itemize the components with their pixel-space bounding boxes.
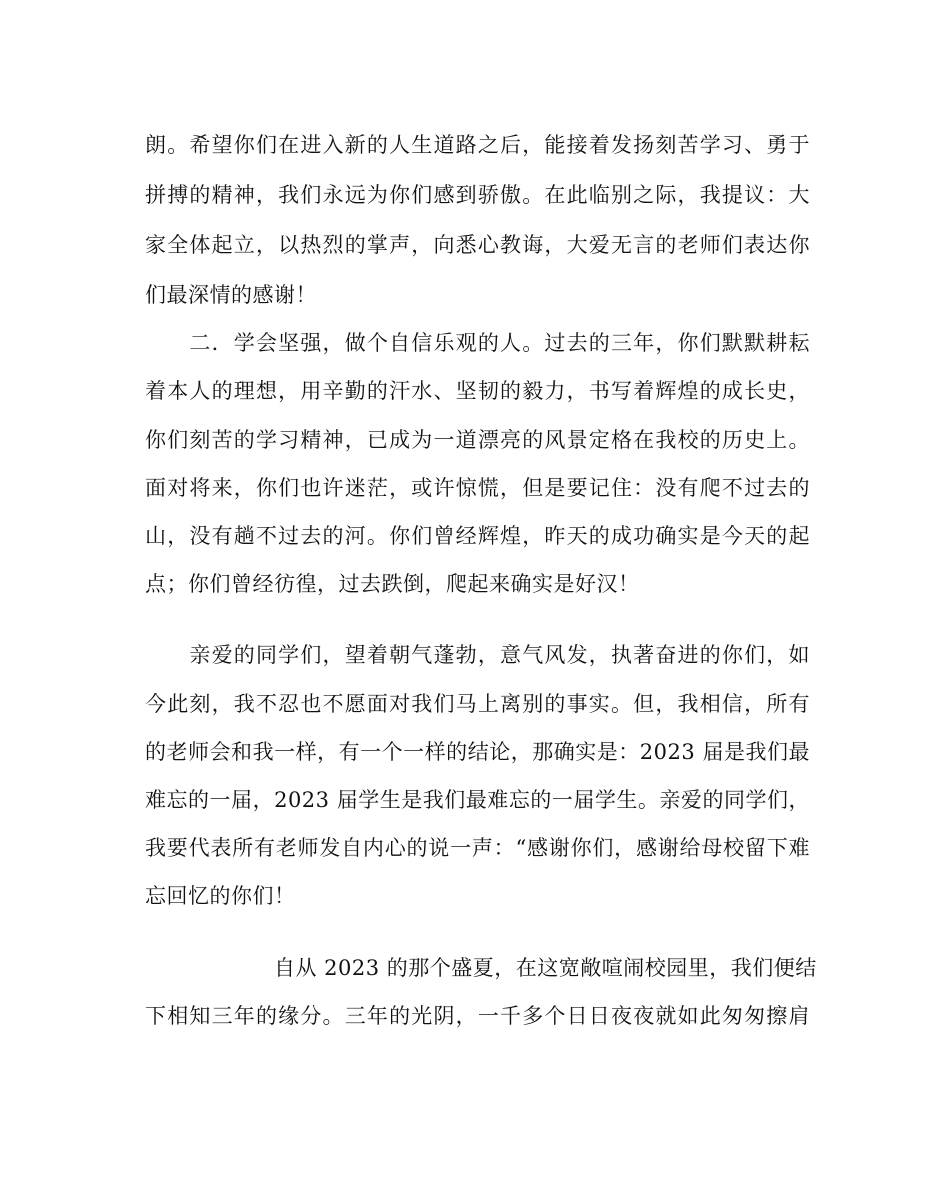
paragraph-line: 们最深情的感谢！ <box>145 283 317 307</box>
paragraph-line: 今此刻，我不忍也不愿面对我们马上离别的事实。但，我相信，所有 <box>145 692 810 716</box>
paragraph-line: 点；你们曾经彷徨，过去跌倒，爬起来确实是好汉！ <box>145 572 640 596</box>
paragraph-line: 面对将来，你们也许迷茫，或许惊慌，但是要记住：没有爬不过去的 <box>145 476 810 500</box>
paragraph-line: 的老师会和我一样，有一个一样的结论，那确实是：2023 届是我们最 <box>145 740 810 764</box>
paragraph-line: 拼搏的精神，我们永远为你们感到骄傲。在此临别之际，我提议：大 <box>145 183 810 207</box>
paragraph-line: 我要代表所有老师发自内心的说一声：“感谢你们，感谢给母校留下难 <box>145 836 810 860</box>
paragraph-line: 你们刻苦的学习精神，已成为一道漂亮的风景定格在我校的历史上。 <box>145 428 810 452</box>
paragraph-line: 朗。希望你们在进入新的人生道路之后，能接着发扬刻苦学习、勇于 <box>145 133 810 157</box>
paragraph-line: 亲爱的同学们，望着朝气蓬勃，意气风发，执著奋进的你们，如 <box>145 643 810 667</box>
paragraph-line: 忘回忆的你们！ <box>145 884 296 908</box>
paragraph-line: 二．学会坚强，做个自信乐观的人。过去的三年，你们默默耕耘 <box>145 331 810 355</box>
paragraph-line: 着本人的理想，用辛勤的汗水、坚韧的毅力，书写着辉煌的成长史， <box>145 379 810 403</box>
paragraph-line: 家全体起立，以热烈的掌声，向悉心教诲，大爱无言的老师们表达你 <box>145 233 810 257</box>
paragraph-line: 下相知三年的缘分。三年的光阴，一千多个日日夜夜就如此匆匆擦肩 <box>145 1004 810 1028</box>
paragraph-line: 自从 2023 的那个盛夏，在这宽敞喧闹校园里，我们便结 <box>145 956 817 980</box>
paragraph-line: 难忘的一届，2023 届学生是我们最难忘的一届学生。亲爱的同学们， <box>145 788 810 812</box>
paragraph-line: 山，没有趟不过去的河。你们曾经辉煌，昨天的成功确实是今天的起 <box>145 524 810 548</box>
